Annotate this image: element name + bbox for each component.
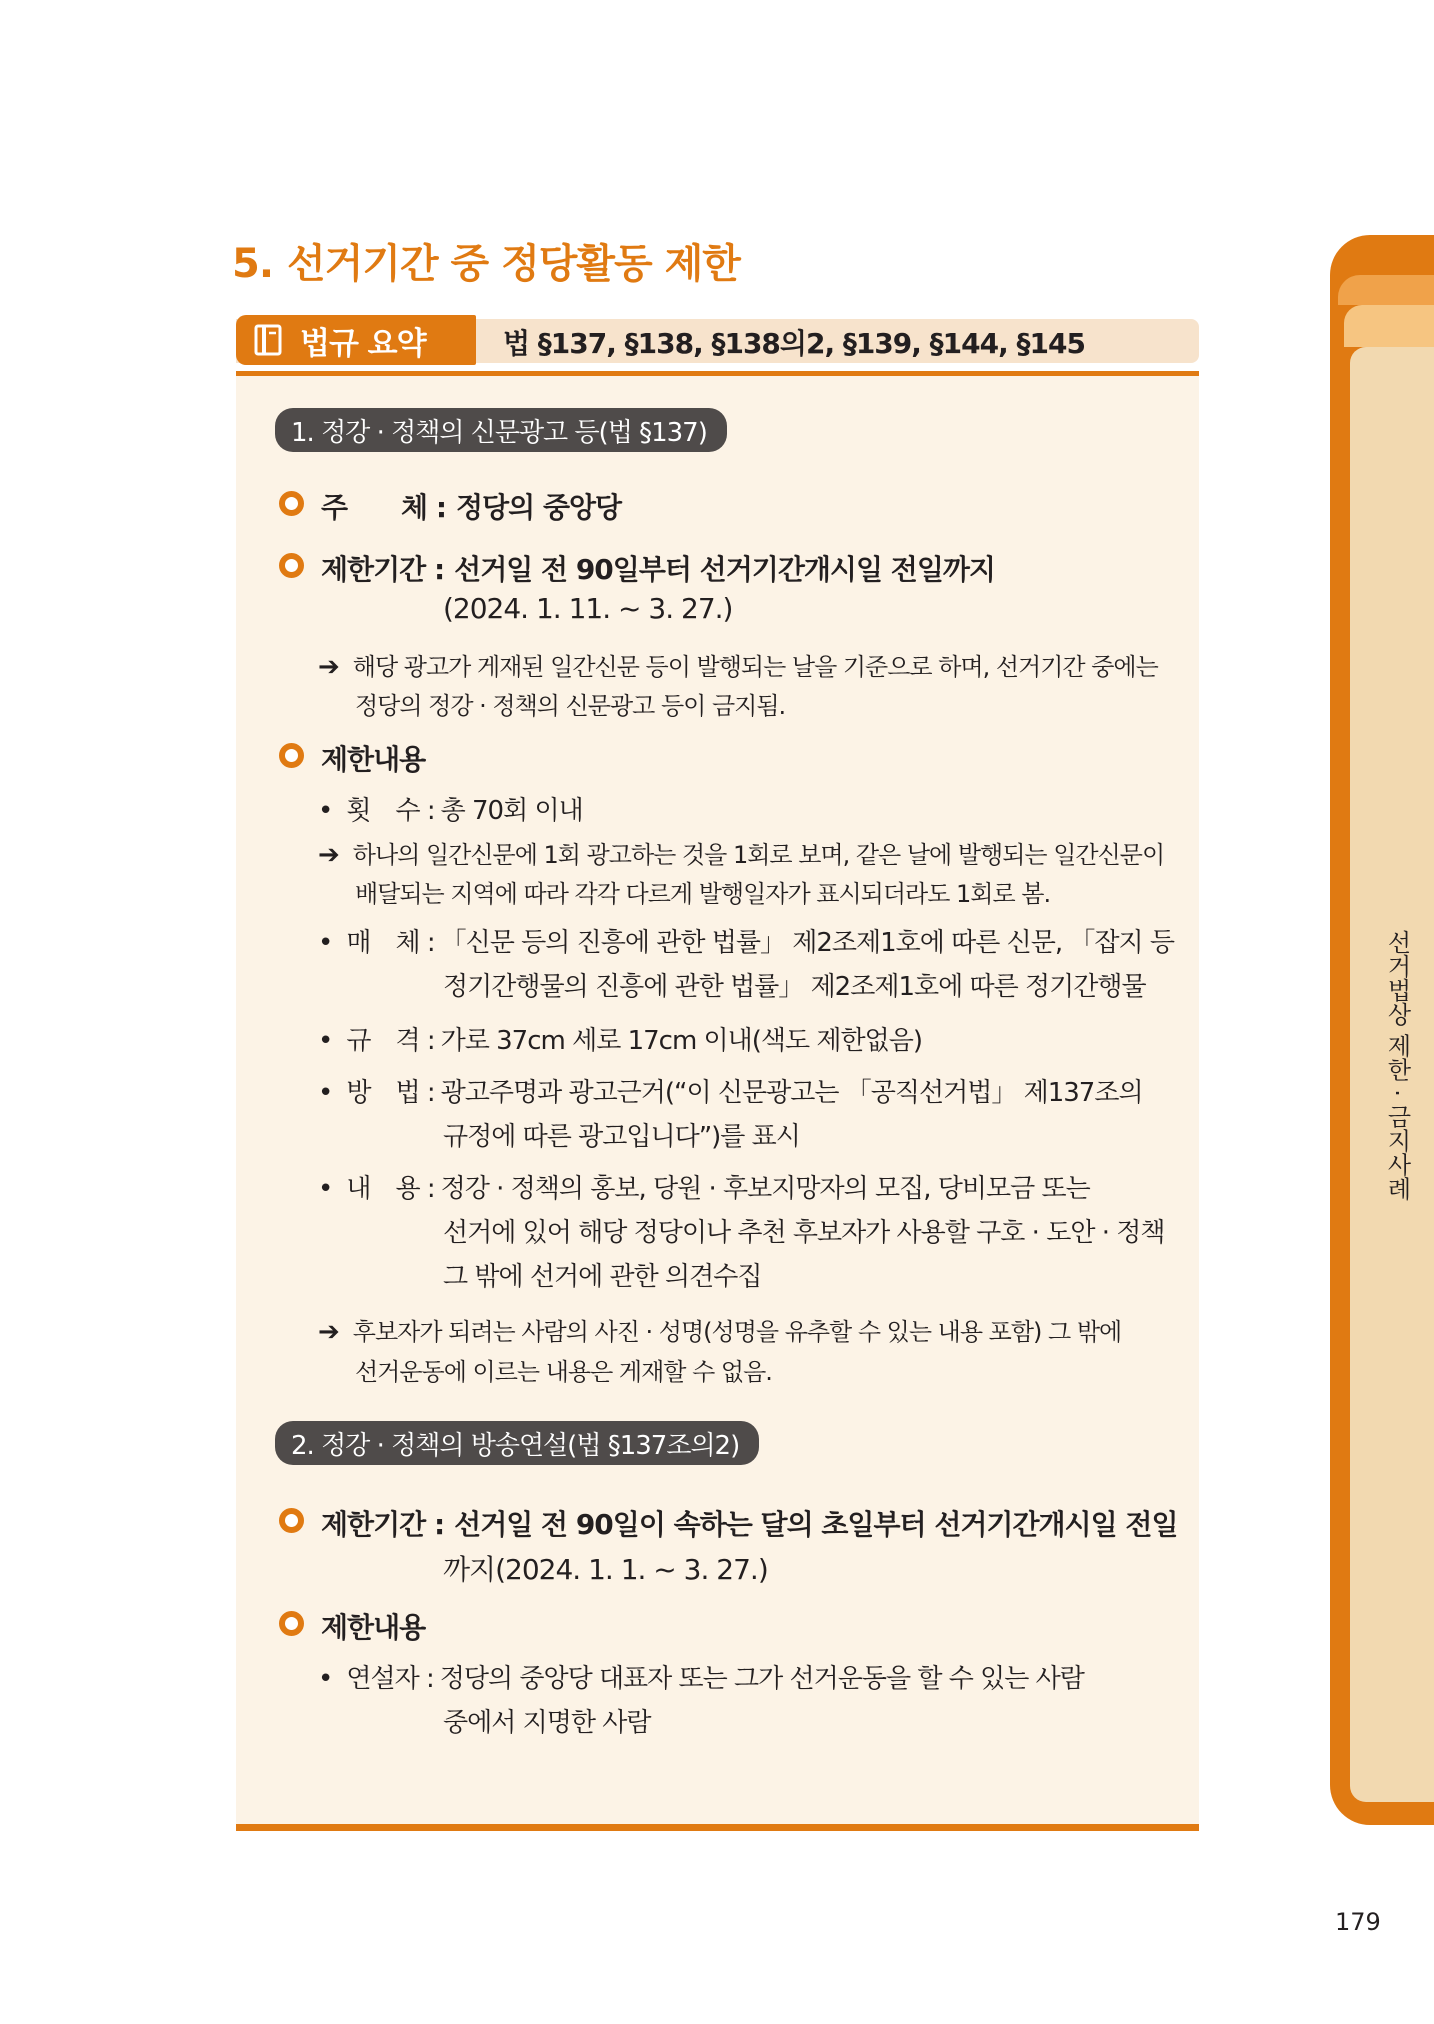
item-speaker: • 연설자 : 정당의 중앙당 대표자 또는 그가 선거운동을 할 수 있는 사람 <box>318 1664 1084 1694</box>
item-media: • 매 체 : 「신문 등의 진흥에 관한 법률」 제2조제1호에 따른 신문, 「잡지 등 <box>318 928 1175 958</box>
speaker-label: 연설자 : <box>346 1664 434 1694</box>
period-value: 선거일 전 90일부터 선거기간개시일 전일까지 <box>454 553 995 586</box>
ring-bullet-icon <box>279 1611 304 1636</box>
period-note <box>318 647 1158 682</box>
arrow-right-icon: ➔ <box>318 840 339 870</box>
ring-bullet-icon <box>279 1508 304 1533</box>
count-value: 총 70회 이내 <box>440 796 583 826</box>
method-value: 광고주명과 광고근거(“이 신문광고는 「공직선거법」 제137조의 <box>440 1078 1143 1108</box>
law-bar-underline <box>236 371 1199 376</box>
law-tab-label: 법규 요약 <box>300 325 426 362</box>
item-size: • 규 격 : 가로 37cm 세로 17cm 이내(색도 제한없음) <box>318 1026 923 1056</box>
speaker-value: 정당의 중앙당 대표자 또는 그가 선거운동을 할 수 있는 사람 <box>439 1664 1084 1694</box>
body-label: 내 용 : <box>346 1174 435 1204</box>
period-value-2: 선거일 전 90일이 속하는 달의 초일부터 선거기간개시일 전일 <box>454 1508 1178 1541</box>
content-label: 제한내용 <box>321 743 426 776</box>
page-title <box>232 232 740 289</box>
method-value-line-2: 규정에 따른 광고입니다”)를 표시 <box>443 1122 800 1152</box>
bullet-content <box>279 738 425 778</box>
body-value: 정강 · 정책의 홍보, 당원 · 후보지망자의 모집, 당비모금 또는 <box>440 1174 1090 1204</box>
count-label: 횟 수 : <box>346 796 435 826</box>
bullet-subject <box>279 486 621 526</box>
ring-bullet-icon <box>279 491 304 516</box>
item-count: • 횟 수 : 총 70회 이내 <box>318 796 583 826</box>
size-value: 가로 37cm 세로 17cm 이내(색도 제한없음) <box>440 1026 923 1056</box>
item-method: • 방 법 : 광고주명과 광고근거(“이 신문광고는 「공직선거법」 제137조의 <box>318 1078 1143 1108</box>
side-chapter-label: 선거법상 제한 · 금지사례 <box>1383 930 1411 1201</box>
count-note-line-2: 배달되는 지역에 따라 각각 다르게 발행일자가 표시되더라도 1회로 봄. <box>355 880 1051 908</box>
section-heading-2: 2. 정강 · 정책의 방송연설(법 §137조의2) <box>275 1421 759 1465</box>
period-note-line-2: 정당의 정강 · 정책의 신문광고 등이 금지됨. <box>355 692 786 720</box>
period-label: 제한기간 : <box>321 553 445 586</box>
arrow-right-icon: ➔ <box>318 1317 339 1347</box>
title-text: 선거기간 중 정당활동 제한 <box>287 241 740 287</box>
side-tab-stripe <box>1344 305 1434 347</box>
arrow-right-icon: ➔ <box>318 652 339 682</box>
ring-bullet-icon <box>279 743 304 768</box>
section-heading-1: 1. 정강 · 정책의 신문광고 등(법 §137) <box>275 408 727 452</box>
period-value-2-line-2: 까지(2024. 1. 1. ~ 3. 27.) <box>443 1553 768 1586</box>
book-icon <box>254 324 284 356</box>
law-references: 법 §137, §138, §138의2, §139, §144, §145 <box>503 327 1085 360</box>
media-label: 매 체 : <box>346 928 435 958</box>
method-label: 방 법 : <box>346 1078 435 1108</box>
bullet-period <box>279 548 995 588</box>
speaker-value-line-2: 중에서 지명한 사람 <box>443 1708 651 1738</box>
panel-bottom-rule <box>236 1824 1199 1831</box>
title-number: 5. <box>232 241 274 287</box>
page-number: 179 <box>1335 1908 1381 1936</box>
side-tab-stripe <box>1338 275 1434 305</box>
body-note <box>318 1312 1121 1347</box>
period-note-line-1: 해당 광고가 게재된 일간신문 등이 발행되는 날을 기준으로 하며, 선거기간 중에는 <box>352 653 1158 681</box>
body-note-line-2: 선거운동에 이르는 내용은 게재할 수 없음. <box>355 1358 772 1386</box>
body-note-line-1: 후보자가 되려는 사람의 사진 · 성명(성명을 유추할 수 있는 내용 포함) 그 밖에 <box>352 1318 1122 1346</box>
subject-value: 정당의 중앙당 <box>456 491 622 524</box>
media-value-line-2: 정기간행물의 진흥에 관한 법률」 제2조제1호에 따른 정기간행물 <box>443 972 1146 1002</box>
media-value: 「신문 등의 진흥에 관한 법률」 제2조제1호에 따른 신문, 「잡지 등 <box>440 928 1175 958</box>
body-value-line-2: 선거에 있어 해당 정당이나 추천 후보자가 사용할 구호 · 도안 · 정책 <box>443 1218 1165 1248</box>
law-summary-tab <box>236 315 476 365</box>
body-value-line-3: 그 밖에 선거에 관한 의견수집 <box>443 1262 762 1292</box>
ring-bullet-icon <box>279 553 304 578</box>
subject-label: 주 체 : <box>321 491 447 524</box>
content-label-2: 제한내용 <box>321 1611 426 1644</box>
size-label: 규 격 : <box>346 1026 435 1056</box>
period-dates: (2024. 1. 11. ~ 3. 27.) <box>443 592 733 625</box>
item-body: • 내 용 : 정강 · 정책의 홍보, 당원 · 후보지망자의 모집, 당비모금 또는 <box>318 1174 1090 1204</box>
bullet-period-2 <box>279 1503 1178 1543</box>
bullet-content-2 <box>279 1606 425 1646</box>
count-note-line-1: 하나의 일간신문에 1회 광고하는 것을 1회로 보며, 같은 날에 발행되는 일간신문이 <box>352 841 1165 869</box>
count-note <box>318 835 1164 870</box>
period-label-2: 제한기간 : <box>321 1508 445 1541</box>
